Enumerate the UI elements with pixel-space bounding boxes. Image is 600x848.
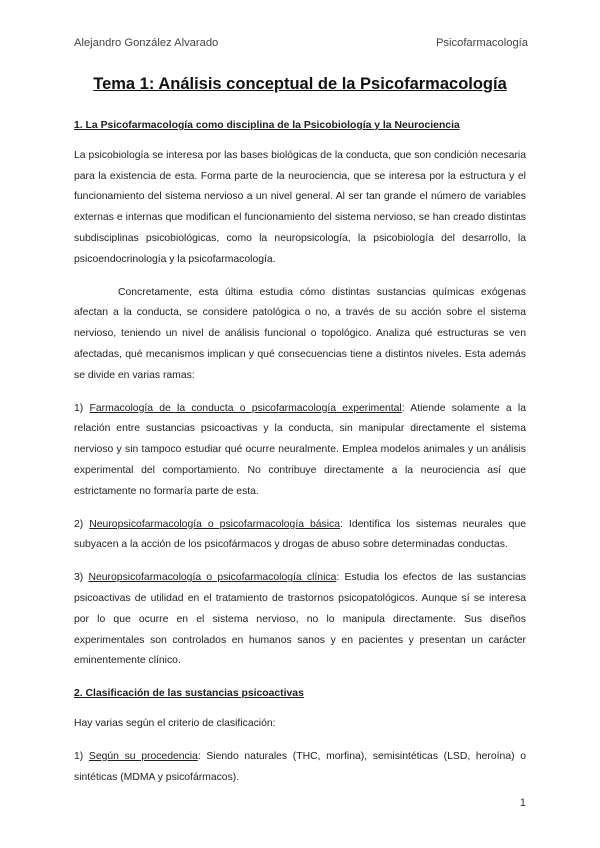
item-term: Según su procedencia [88, 750, 198, 762]
branch-number: 1) [74, 402, 84, 414]
section-2-heading: 2. Clasificación de las sustancias psicoactivas [74, 688, 304, 700]
branch-number: 2) [74, 518, 84, 530]
header-author: Alejandro González Alvarado [74, 37, 219, 49]
branch-term: Neuropsicofarmacología o psicofarmacología clínica [88, 572, 337, 584]
section-1-heading: 1. La Psicofarmacología como disciplina de la Psicobiología y la Neurociencia [74, 120, 460, 131]
page-number: 1 [519, 797, 526, 809]
page-header [74, 37, 528, 53]
item-number: 1) [74, 750, 84, 762]
branch-number: 3) [74, 572, 84, 584]
branch-item-1 [74, 399, 526, 503]
header-subject: Psicofarmacología [435, 37, 528, 49]
branch-item-2 [74, 515, 526, 557]
branch-description: : Atiende solamente a la relación entre sustancias psicoactivas y la conducta, sin manipular directamente el sistema nervioso y sin tampoco estudiar qué ocurre neuralmente. Emplea modelos animales y un análisis experimental del comportamiento. No contribuye directamente a la neurociencia así que estrictamente no formaría parte de esta. [74, 402, 526, 497]
section-1-paragraph-2: Concretamente, esta última estudia cómo distintas sustancias químicas exógenas afectan a la conducta, se considere patológica o no, a través de su acción sobre el sistema nervioso, teniendo un nivel de análisis funcional o topológico. Analiza qué estructuras se ven afectadas, qué mecanismos implican y qué consecuencias tiene a distintos niveles. Esta además se divide en varias ramas: [74, 286, 526, 381]
classification-item-1 [74, 747, 526, 789]
section-2-intro: Hay varias según el criterio de clasificación: [74, 717, 276, 729]
document-body [74, 116, 526, 800]
branch-description: : Identifica los sistemas neurales que subyacen a la acción de los psicofármacos y drogas de abuso sobre determinadas conductas. [74, 518, 527, 551]
branch-term: Farmacología de la conducta o psicofarmacología experimental [89, 402, 402, 414]
branch-description: : Estudia los efectos de las sustancias psicoactivas de utilidad en el tratamiento de trastornos psicopatológicos. Aunque sí se interesa por lo que ocurre en el sistema nervioso, no lo manipula directamente. Sus diseños experimentales son controlados en humanos sanos y en pacientes y presentan un carácter eminentemente clínico. [74, 572, 526, 667]
page-title: Tema 1: Análisis conceptual de la Psicofarmacología [93, 75, 507, 93]
section-1-paragraph-1: La psicobiología se interesa por las bases biológicas de la conducta, que son condición necesaria para la existencia de esta. Forma parte de la neurociencia, que se interesa por la estructura y el funcionamiento del sistema nervioso a un nivel general. Al ser tan grande el número de variables externas e internas que modifican el funcionamiento del sistema nervioso, se han creado distintas subdisciplinas psicobiológicas, como la neuropsicología, la psicobiología del desarrollo, la psicoendocrinología y la psicofarmacología. [74, 149, 526, 265]
branch-item-3 [74, 568, 526, 672]
item-description: : Siendo naturales (THC, morfina), semisintéticas (LSD, heroína) o sintéticas (MDMA y psicofármacos). [74, 750, 527, 783]
branch-term: Neuropsicofarmacología o psicofarmacología básica [89, 518, 341, 530]
